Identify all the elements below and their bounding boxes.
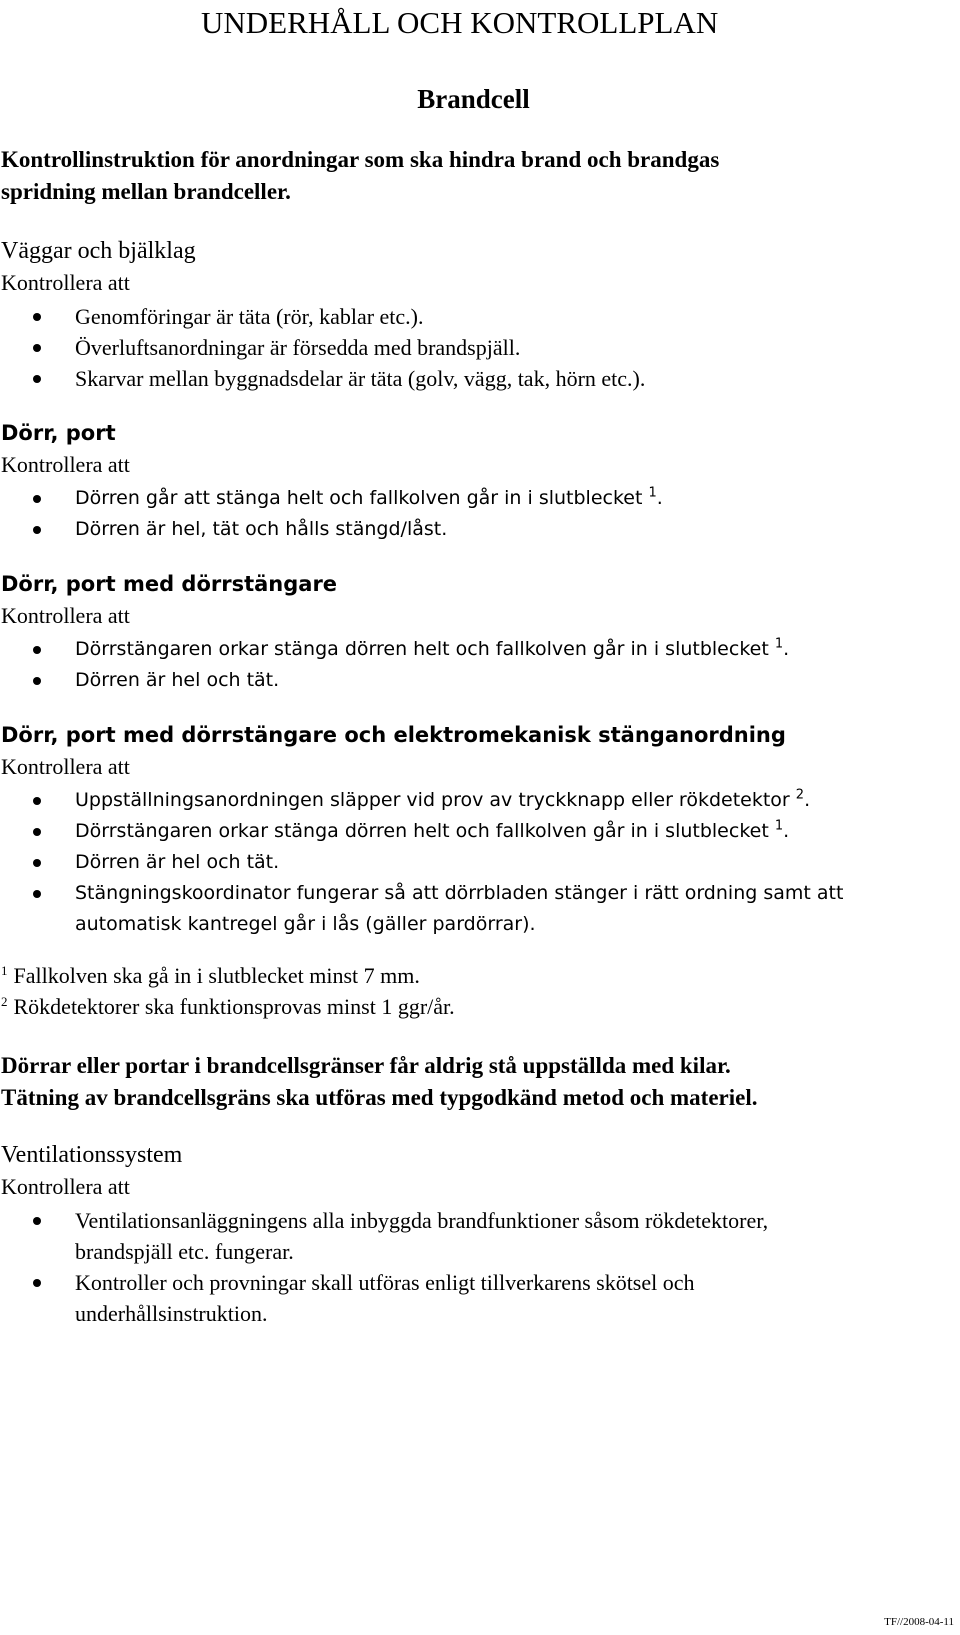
footnote-ref: 2 bbox=[795, 787, 805, 803]
list-item bbox=[1, 332, 946, 363]
bullet-icon bbox=[33, 828, 41, 836]
section-heading: Väggar och bjälklag bbox=[1, 238, 196, 264]
list-item-text: Överluftsanordningar är försedda med brandspjäll. bbox=[75, 335, 521, 360]
section-heading: Ventilationssystem bbox=[1, 1142, 183, 1168]
footnotes bbox=[1, 960, 946, 1022]
section-label: Kontrollera att bbox=[1, 603, 130, 628]
footnote-ref: 1 bbox=[648, 485, 657, 501]
footnote-number: 2 bbox=[1, 993, 8, 1009]
bullet-icon bbox=[33, 495, 41, 503]
list-item bbox=[1, 634, 946, 665]
bullet-list bbox=[1, 785, 946, 940]
list-item bbox=[1, 363, 946, 394]
section-label: Kontrollera att bbox=[1, 270, 130, 295]
list-item-text: Ventilationsanläggningens alla inbyggda brandfunktioner såsom rökdetektorer, bbox=[75, 1208, 769, 1233]
list-item-text: underhållsinstruktion. bbox=[75, 1301, 268, 1326]
section-heading: Dörr, port med dörrstängare bbox=[1, 572, 338, 596]
list-item bbox=[1, 483, 946, 514]
list-item-text-end: . bbox=[804, 789, 811, 811]
document-id: TF//2008-04-11 bbox=[884, 1616, 954, 1628]
list-item bbox=[1, 785, 946, 816]
bullet-list bbox=[1, 301, 946, 394]
list-item-text: Dörren går att stänga helt och fallkolven går in i slutblecket bbox=[75, 487, 649, 509]
list-item-text: brandspjäll etc. fungerar. bbox=[75, 1239, 294, 1264]
list-item-text: automatisk kantregel går i lås (gäller pardörrar). bbox=[75, 913, 536, 935]
list-item-text: Stängningskoordinator fungerar så att dörrbladen stänger i rätt ordning samt att bbox=[75, 882, 844, 904]
list-item bbox=[1, 816, 946, 847]
list-item bbox=[1, 878, 946, 940]
section-heading: Dörr, port med dörrstängare och elektromekanisk stänganordning bbox=[1, 723, 786, 747]
footnote-text: Fallkolven ska gå in i slutblecket minst 7 mm. bbox=[13, 963, 420, 988]
bullet-icon bbox=[33, 890, 41, 898]
bullet-icon bbox=[33, 797, 41, 805]
note-line: Dörrar eller portar i brandcellsgränser får aldrig stå uppställda med kilar. bbox=[1, 1053, 731, 1078]
bullet-list bbox=[1, 483, 946, 545]
list-item-text: Dörren är hel och tät. bbox=[75, 851, 280, 873]
list-item-text: Genomföringar är täta (rör, kablar etc.). bbox=[75, 304, 424, 329]
section-door bbox=[1, 418, 946, 545]
intro-line: Kontrollinstruktion för anordningar som ska hindra brand och brandgas bbox=[1, 147, 720, 172]
list-item-text: Dörren är hel och tät. bbox=[75, 669, 280, 691]
intro-text bbox=[1, 144, 946, 208]
bullet-icon bbox=[33, 1279, 41, 1287]
bullet-icon bbox=[33, 375, 41, 383]
page-title: UNDERHÅLL OCH KONTROLLPLAN bbox=[201, 5, 719, 40]
intro-line: spridning mellan brandceller. bbox=[1, 179, 291, 204]
list-item bbox=[1, 301, 946, 332]
page-subtitle: Brandcell bbox=[417, 84, 530, 114]
section-ventilation bbox=[1, 1140, 946, 1329]
footnote-number: 1 bbox=[1, 962, 8, 978]
bullet-icon bbox=[33, 677, 41, 685]
list-item-text: Kontroller och provningar skall utföras enligt tillverkarens skötsel och bbox=[75, 1270, 695, 1295]
list-item bbox=[1, 1205, 946, 1267]
bullet-list bbox=[1, 1205, 946, 1329]
section-heading: Dörr, port bbox=[1, 421, 116, 445]
list-item-text-end: . bbox=[656, 487, 663, 509]
important-notes bbox=[1, 1050, 946, 1114]
list-item bbox=[1, 514, 946, 545]
section-door-closer bbox=[1, 569, 946, 696]
list-item-text: Dörren är hel, tät och hålls stängd/låst. bbox=[75, 518, 448, 540]
bullet-icon bbox=[33, 1217, 41, 1225]
footnote-1 bbox=[1, 960, 946, 991]
list-item bbox=[1, 847, 946, 878]
list-item bbox=[1, 665, 946, 696]
list-item-text: Dörrstängaren orkar stänga dörren helt och fallkolven går in i slutblecket bbox=[75, 638, 775, 660]
list-item bbox=[1, 1267, 946, 1329]
bullet-icon bbox=[33, 344, 41, 352]
list-item-text: Uppställningsanordningen släpper vid prov av tryckknapp eller rökdetektor bbox=[75, 789, 796, 811]
footnote-2 bbox=[1, 991, 946, 1022]
section-label: Kontrollera att bbox=[1, 1174, 130, 1199]
footnote-ref: 1 bbox=[774, 818, 784, 834]
footnote-text: Rökdetektorer ska funktionsprovas minst 1 ggr/år. bbox=[13, 994, 455, 1019]
list-item-text: Dörrstängaren orkar stänga dörren helt och fallkolven går in i slutblecket bbox=[75, 820, 775, 842]
bullet-icon bbox=[33, 313, 41, 321]
list-item-text-end: . bbox=[783, 638, 790, 660]
footnote-ref: 1 bbox=[774, 636, 784, 652]
bullet-icon bbox=[33, 646, 41, 654]
section-walls bbox=[1, 236, 946, 394]
list-item-text: Skarvar mellan byggnadsdelar är täta (golv, vägg, tak, hörn etc.). bbox=[75, 366, 646, 391]
list-item-text-end: . bbox=[783, 820, 790, 842]
bullet-list bbox=[1, 634, 946, 696]
section-door-electromechanical bbox=[1, 720, 946, 940]
bullet-icon bbox=[33, 526, 41, 534]
bullet-icon bbox=[33, 859, 41, 867]
section-label: Kontrollera att bbox=[1, 754, 130, 779]
section-label: Kontrollera att bbox=[1, 452, 130, 477]
note-line: Tätning av brandcellsgräns ska utföras med typgodkänd metod och materiel. bbox=[1, 1085, 758, 1110]
